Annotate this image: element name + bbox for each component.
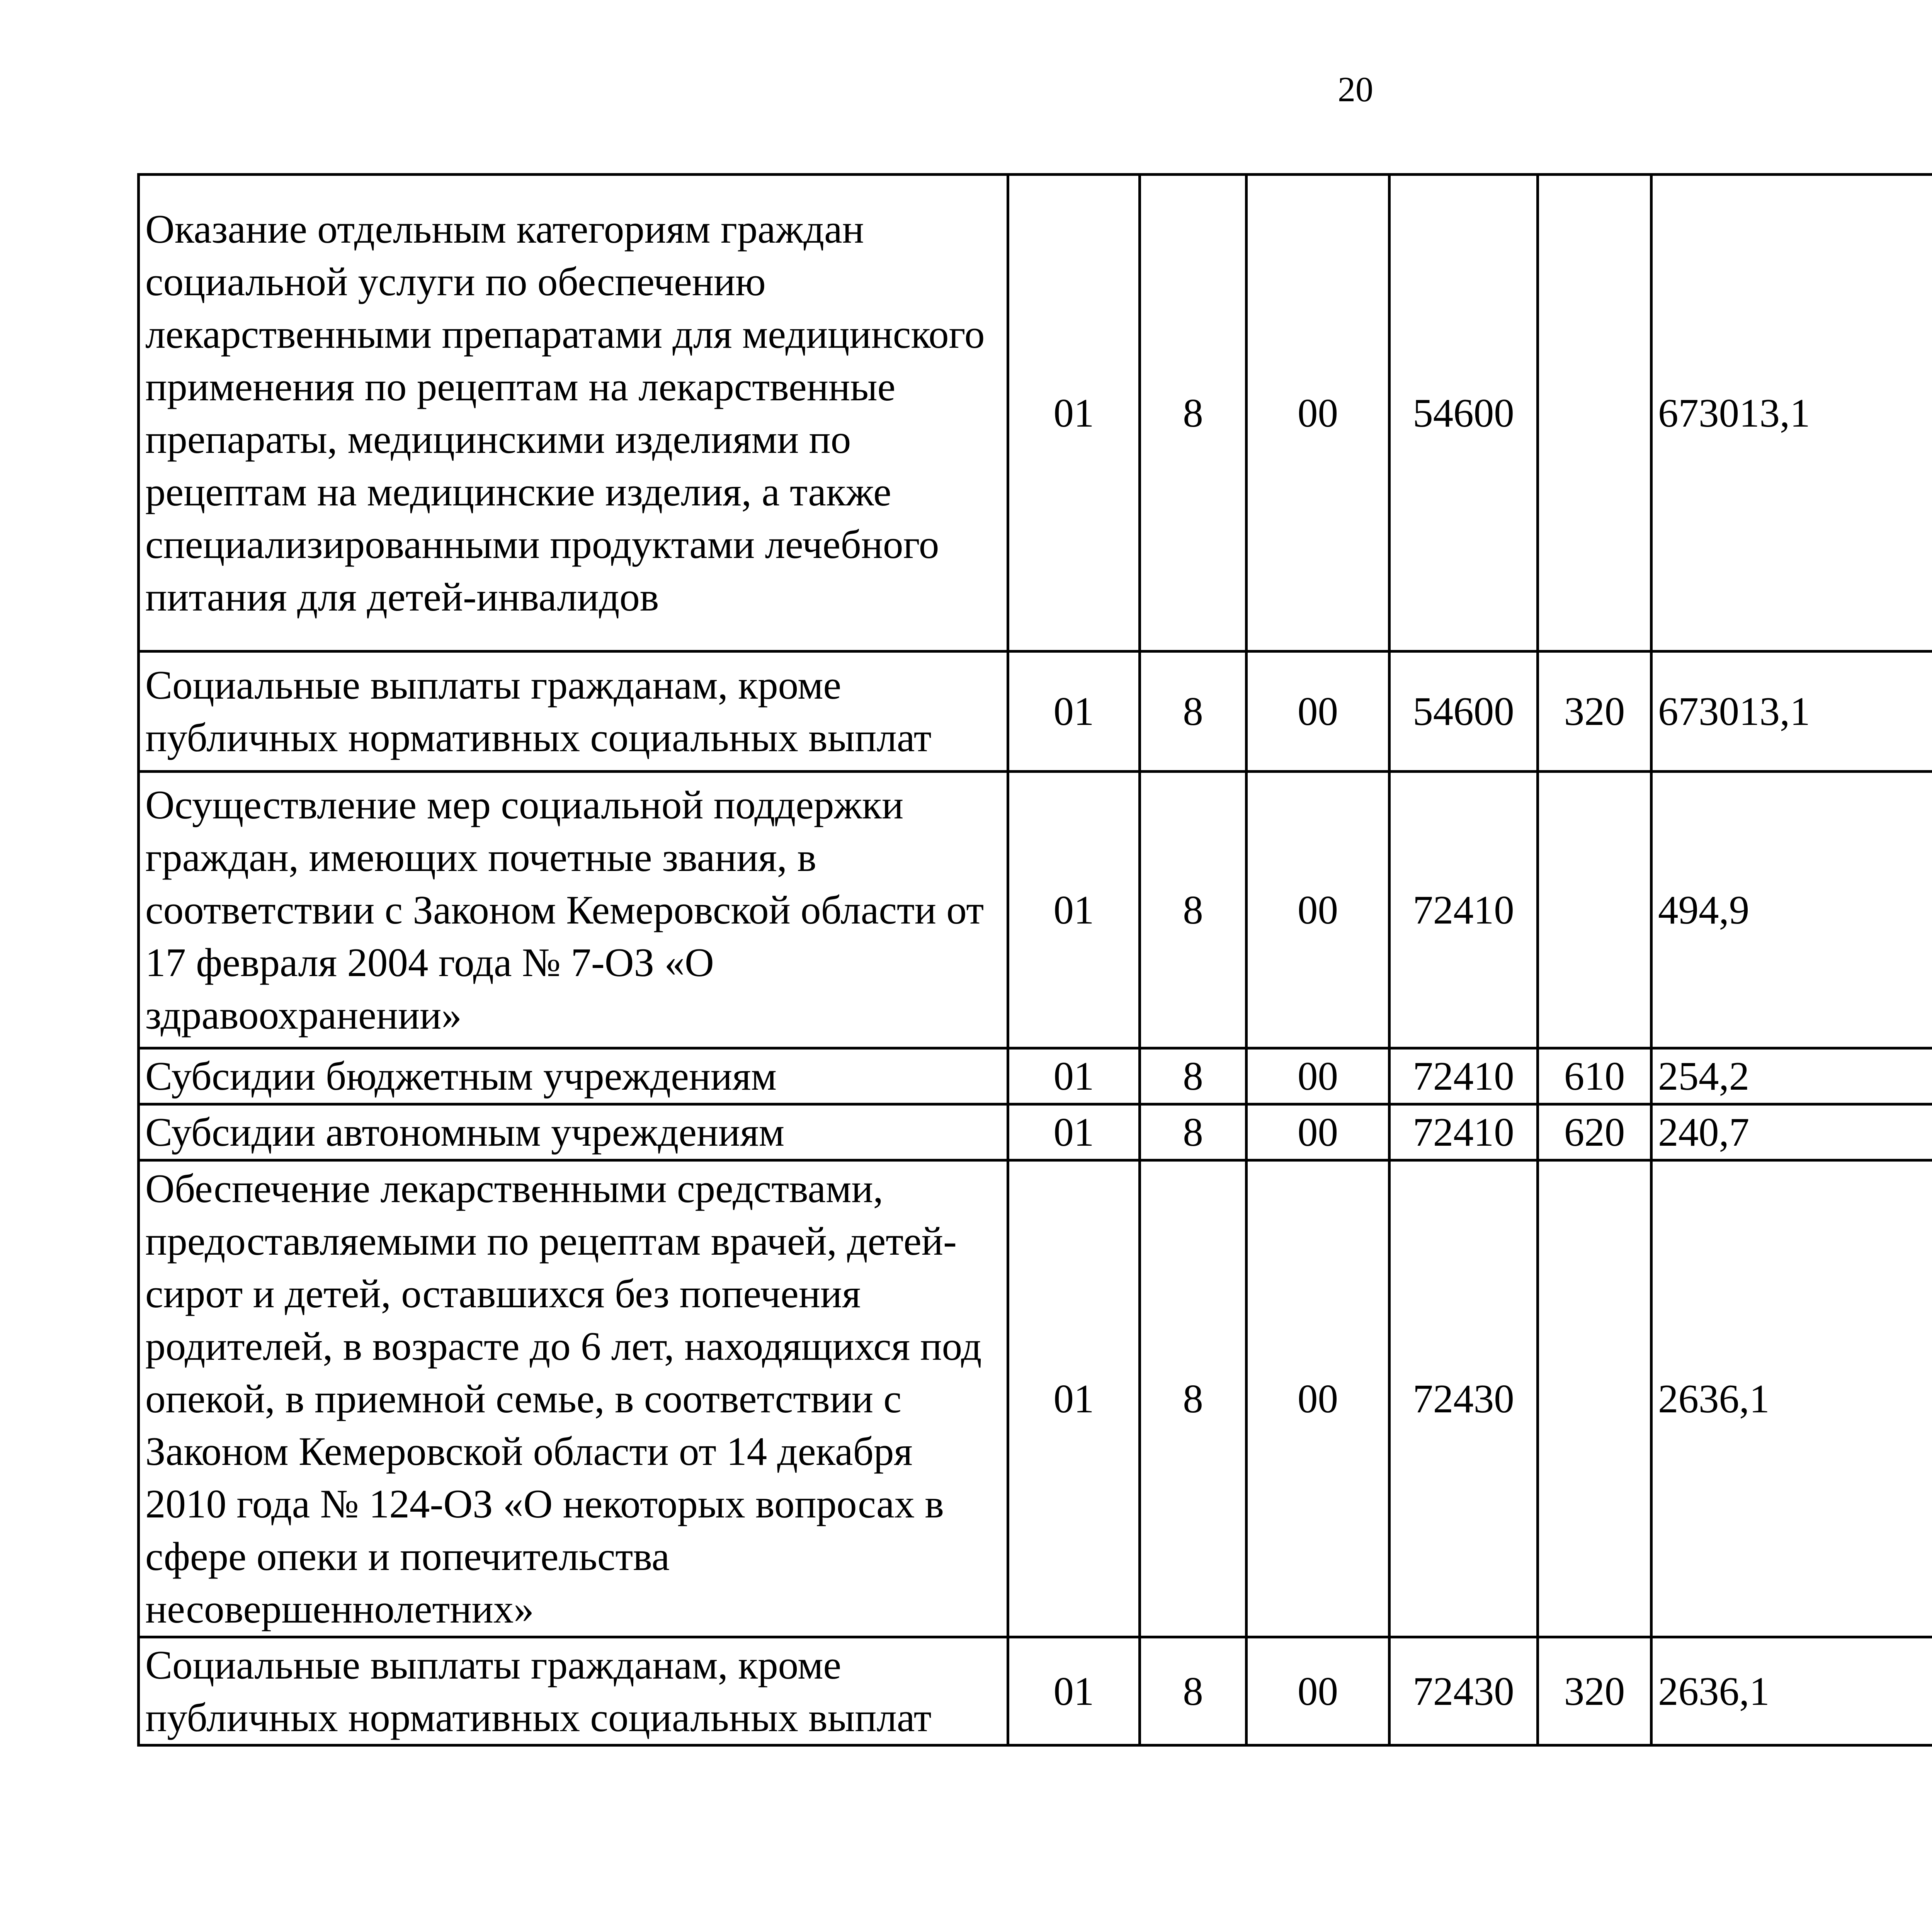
row-name: Обеспечение лекарственными средствами, предоставляемыми по рецептам врачей, детей-сирот и детей, оставшихся без попечения родителей, в возрасте до 6 лет, находящихся под опекой, в приемной семье, в соответствии с Законом Кемеровской области от 14 декабря 2010 года № 124-ОЗ «О некоторых вопросах в сфере опеки и попечительства несовершеннолетних» bbox=[139, 1160, 1008, 1637]
row-name: Социальные выплаты гражданам, кроме публичных нормативных социальных выплат bbox=[139, 1637, 1008, 1745]
amount-year-1: 673013,1 bbox=[1651, 175, 1932, 651]
expense-type-code bbox=[1538, 772, 1651, 1048]
expense-code: 72410 bbox=[1389, 1104, 1538, 1160]
direction-code: 00 bbox=[1247, 1160, 1389, 1637]
direction-code: 00 bbox=[1247, 175, 1389, 651]
row-name: Осуществление мер социальной поддержки граждан, имеющих почетные звания, в соответствии с Законом Кемеровской области от 17 февраля 2004 года № 7-ОЗ «О здравоохранении» bbox=[139, 772, 1008, 1048]
expense-type-code bbox=[1538, 175, 1651, 651]
expense-type-code: 320 bbox=[1538, 1637, 1651, 1745]
expense-type-code bbox=[1538, 1160, 1651, 1637]
subprogram-code: 8 bbox=[1140, 1048, 1247, 1104]
table-row bbox=[139, 772, 1932, 1048]
direction-code: 00 bbox=[1247, 1104, 1389, 1160]
row-name: Социальные выплаты гражданам, кроме публичных нормативных социальных выплат bbox=[139, 651, 1008, 772]
page-number: 20 bbox=[1338, 70, 1373, 109]
expense-code: 54600 bbox=[1389, 175, 1538, 651]
amount-year-1: 2636,1 bbox=[1651, 1160, 1932, 1637]
amount-year-1: 254,2 bbox=[1651, 1048, 1932, 1104]
direction-code: 00 bbox=[1247, 1048, 1389, 1104]
program-code: 01 bbox=[1008, 651, 1140, 772]
expense-type-code: 620 bbox=[1538, 1104, 1651, 1160]
amount-year-1: 2636,1 bbox=[1651, 1637, 1932, 1745]
direction-code: 00 bbox=[1247, 772, 1389, 1048]
program-code: 01 bbox=[1008, 1048, 1140, 1104]
program-code: 01 bbox=[1008, 175, 1140, 651]
expense-code: 72410 bbox=[1389, 1048, 1538, 1104]
program-code: 01 bbox=[1008, 1104, 1140, 1160]
program-code: 01 bbox=[1008, 1160, 1140, 1637]
subprogram-code: 8 bbox=[1140, 772, 1247, 1048]
subprogram-code: 8 bbox=[1140, 1160, 1247, 1637]
amount-year-1: 240,7 bbox=[1651, 1104, 1932, 1160]
table-row bbox=[139, 175, 1932, 651]
amount-year-1: 673013,1 bbox=[1651, 651, 1932, 772]
expense-code: 72430 bbox=[1389, 1160, 1538, 1637]
expense-code: 54600 bbox=[1389, 651, 1538, 772]
table-row bbox=[139, 1048, 1932, 1104]
expense-code: 72430 bbox=[1389, 1637, 1538, 1745]
row-name: Субсидии бюджетным учреждениям bbox=[139, 1048, 1008, 1104]
row-name: Оказание отдельным категориям граждан социальной услуги по обеспечению лекарственными препаратами для медицинского применения по рецептам на лекарственные препараты, медицинскими изделиями по рецептам на медицинские изделия, а также специализированными продуктами лечебного питания для детей-инвалидов bbox=[139, 175, 1008, 651]
subprogram-code: 8 bbox=[1140, 1104, 1247, 1160]
subprogram-code: 8 bbox=[1140, 1637, 1247, 1745]
direction-code: 00 bbox=[1247, 1637, 1389, 1745]
table-row bbox=[139, 651, 1932, 772]
row-name: Субсидии автономным учреждениям bbox=[139, 1104, 1008, 1160]
subprogram-code: 8 bbox=[1140, 175, 1247, 651]
expense-type-code: 610 bbox=[1538, 1048, 1651, 1104]
direction-code: 00 bbox=[1247, 651, 1389, 772]
program-code: 01 bbox=[1008, 772, 1140, 1048]
budget-table bbox=[137, 173, 1932, 1747]
program-code: 01 bbox=[1008, 1637, 1140, 1745]
subprogram-code: 8 bbox=[1140, 651, 1247, 772]
table-row bbox=[139, 1160, 1932, 1637]
amount-year-1: 494,9 bbox=[1651, 772, 1932, 1048]
table-row bbox=[139, 1637, 1932, 1745]
expense-type-code: 320 bbox=[1538, 651, 1651, 772]
expense-code: 72410 bbox=[1389, 772, 1538, 1048]
table-row bbox=[139, 1104, 1932, 1160]
